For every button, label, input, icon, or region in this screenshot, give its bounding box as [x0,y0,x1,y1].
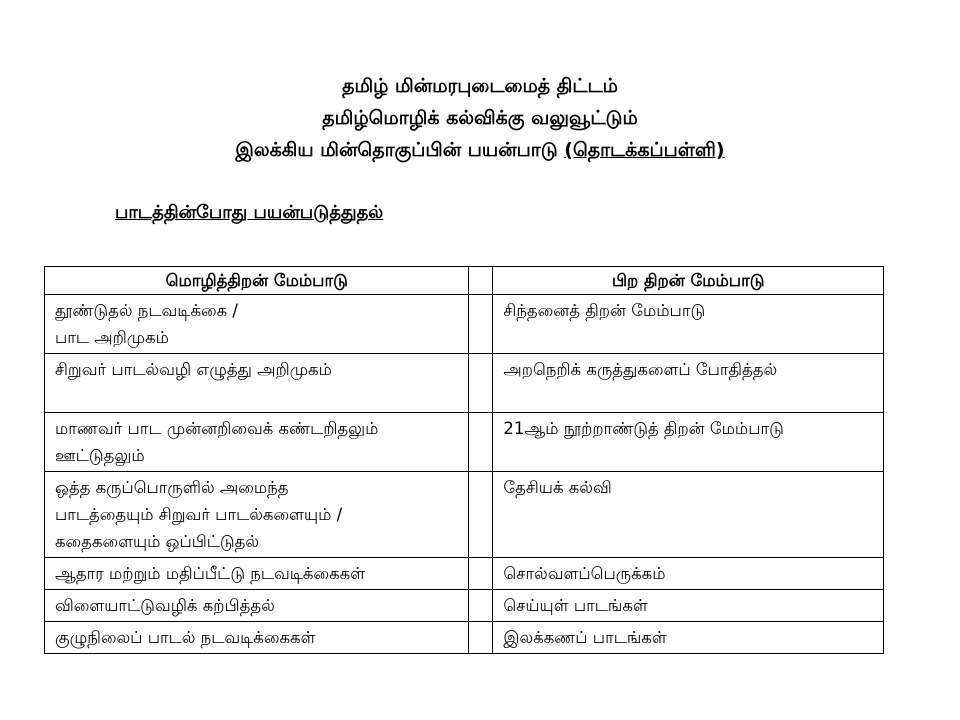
header-language-skills: மொழித்திறன் மேம்பாடு [45,267,469,295]
other-skill-cell: அறநெறிக் கருத்துகளைப் போதித்தல் [493,354,884,413]
other-skill-cell: சிந்தனைத் திறன் மேம்பாடு [493,295,884,354]
section-subheading: பாடத்தின்போது பயன்படுத்துதல் [115,202,384,223]
title-block [0,70,960,166]
title-line-2: தமிழ்மொழிக் கல்விக்கு வலுவூட்டும் [322,107,638,129]
column-gap [469,590,493,622]
column-gap [469,622,493,654]
table-header-row [45,267,884,295]
column-gap [469,558,493,590]
skills-table [44,266,884,654]
language-skill-cell: சிறுவர் பாடல்வழி எழுத்து அறிமுகம் [45,354,469,413]
table-row [45,590,884,622]
table-row [45,354,884,413]
title-line-3-text: இலக்கிய மின்தொகுப்பின் பயன்பாடு [235,139,565,161]
language-skill-cell: மாணவர் பாட முன்னறிவைக் கண்டறிதலும் ஊட்டுதலும் [45,413,469,472]
table-row [45,295,884,354]
other-skill-cell: இலக்கணப் பாடங்கள் [493,622,884,654]
column-gap [469,354,493,413]
header-other-skills: பிற திறன் மேம்பாடு [493,267,884,295]
language-skill-cell: தூண்டுதல் நடவடிக்கை / பாட அறிமுகம் [45,295,469,354]
language-skill-cell: விளையாட்டுவழிக் கற்பித்தல் [45,590,469,622]
column-gap [469,267,493,295]
column-gap [469,295,493,354]
title-line-1: தமிழ் மின்மரபுடைமைத் திட்டம் [342,75,618,97]
column-gap [469,413,493,472]
language-skill-cell: ஒத்த கருப்பொருளில் அமைந்த பாடத்தையும் சிறுவர் பாடல்களையும் / கதைகளையும் ஒப்பிட்டுதல் [45,472,469,558]
other-skill-cell: தேசியக் கல்வி [493,472,884,558]
column-gap [469,472,493,558]
table-row [45,472,884,558]
title-line-3-underlined: (தொடக்கப்பள்ளி) [564,139,725,161]
language-skill-cell: குழுநிலைப் பாடல் நடவடிக்கைகள் [45,622,469,654]
other-skill-cell: சொல்வளப்பெருக்கம் [493,558,884,590]
other-skill-cell: 21ஆம் நூற்றாண்டுத் திறன் மேம்பாடு [493,413,884,472]
language-skill-cell: ஆதார மற்றும் மதிப்பீட்டு நடவடிக்கைகள் [45,558,469,590]
table-row [45,558,884,590]
table-row [45,413,884,472]
other-skill-cell: செய்யுள் பாடங்கள் [493,590,884,622]
table-row [45,622,884,654]
title-line-3 [0,134,960,166]
